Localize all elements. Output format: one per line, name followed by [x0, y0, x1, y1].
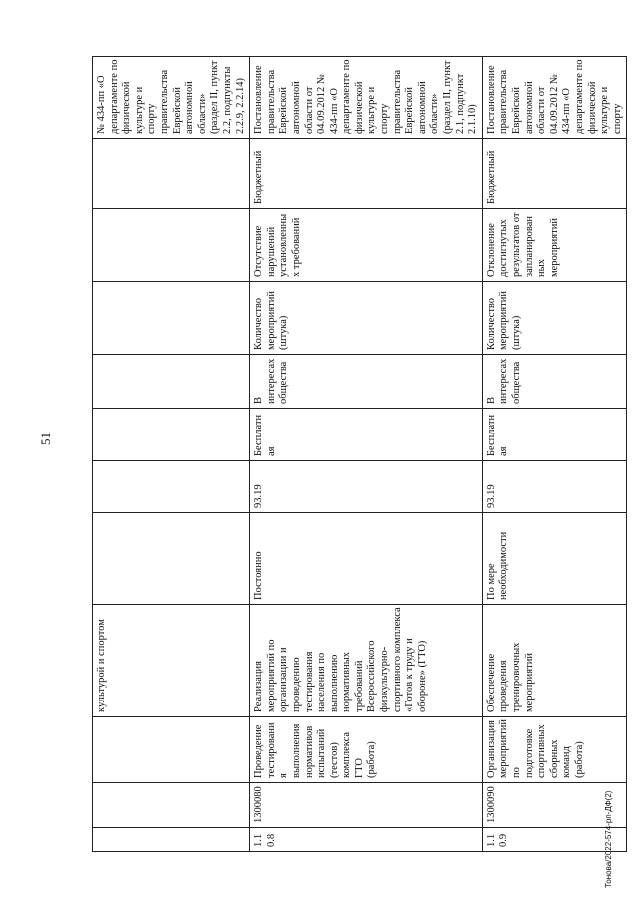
cell-source: Бюджетный: [250, 139, 483, 209]
table-row: [482, 57, 627, 852]
cell-content: Реализация мероприятий по организации и проведению тестирования населения по выполнению нормативных требований Всероссийского физкультурно-спортивного комплекса «Готов к труду и обороне» (ГТО): [250, 605, 483, 717]
cell-okved: 93.19: [250, 461, 483, 513]
cell-indicator: Количество мероприятий (штука): [250, 282, 483, 355]
page-number: 51: [38, 432, 53, 445]
cell-source: [93, 139, 250, 209]
cell-interest: [93, 355, 250, 409]
cell-term: [93, 513, 250, 605]
cell-pay: Бесплатная: [482, 409, 627, 461]
cell-basis: Постановление правительства Еврейской автономной области от 04.09.2012 № 434-пп «О департаменте по физической культуре и спорту правительства Еврейской автономной области» (раздел II, пункт 2.1, подпункт 2.1.10): [250, 57, 483, 139]
cell-pay: Бесплатная: [250, 409, 483, 461]
cell-basis: № 434-пп «О департаменте по физической культуре и спорту правительства Еврейской автономной области» (раздел II, пункт 2.2, подпункты 2.2.9, 2.2.14): [93, 57, 250, 139]
cell-okved: [93, 461, 250, 513]
cell-interest: В интересах общества: [482, 355, 627, 409]
cell-basis: Постановление правительства Еврейской автономной области от 04.09.2012 № 434-пп «О департаменте по физической культуре и спорту: [482, 57, 627, 139]
cell-criteria: Отклонение достигнутых результатов от запланированных мероприятий: [482, 209, 627, 282]
services-table: [92, 56, 627, 852]
footer-doc-id: Тонова/2022-574-рп-ДФ(2): [604, 790, 613, 888]
cell-pay: [93, 409, 250, 461]
cell-indicator: [93, 282, 250, 355]
table-row: [93, 57, 250, 852]
cell-okved: 93.19: [482, 461, 627, 513]
table-row: [250, 57, 483, 852]
cell-num: [93, 828, 250, 852]
cell-criteria: [93, 209, 250, 282]
cell-indicator: Количество мероприятий (штука): [482, 282, 627, 355]
cell-code: 1300090: [482, 783, 627, 828]
cell-code: 1300080: [250, 783, 483, 828]
cell-name: Организация мероприятий по подготовке спортивных сборных команд (работа): [482, 717, 627, 783]
cell-interest: В интересах общества: [250, 355, 483, 409]
cell-content: Обеспечение проведения тренировочных мероприятий: [482, 605, 627, 717]
cell-name: Проведение тестирования выполнения нормативов испытаний (тестов) комплекса ГТО (работа): [250, 717, 483, 783]
cell-code: [93, 783, 250, 828]
cell-num: 1.10.9: [482, 828, 627, 852]
cell-term: Постоянно: [250, 513, 483, 605]
cell-num: 1.10.8: [250, 828, 483, 852]
cell-name: [93, 717, 250, 783]
cell-content: культурой и спортом: [93, 605, 250, 717]
cell-source: Бюджетный: [482, 139, 627, 209]
cell-criteria: Отсутствие нарушений установленных требований: [250, 209, 483, 282]
cell-term: По мере необходимости: [482, 513, 627, 605]
